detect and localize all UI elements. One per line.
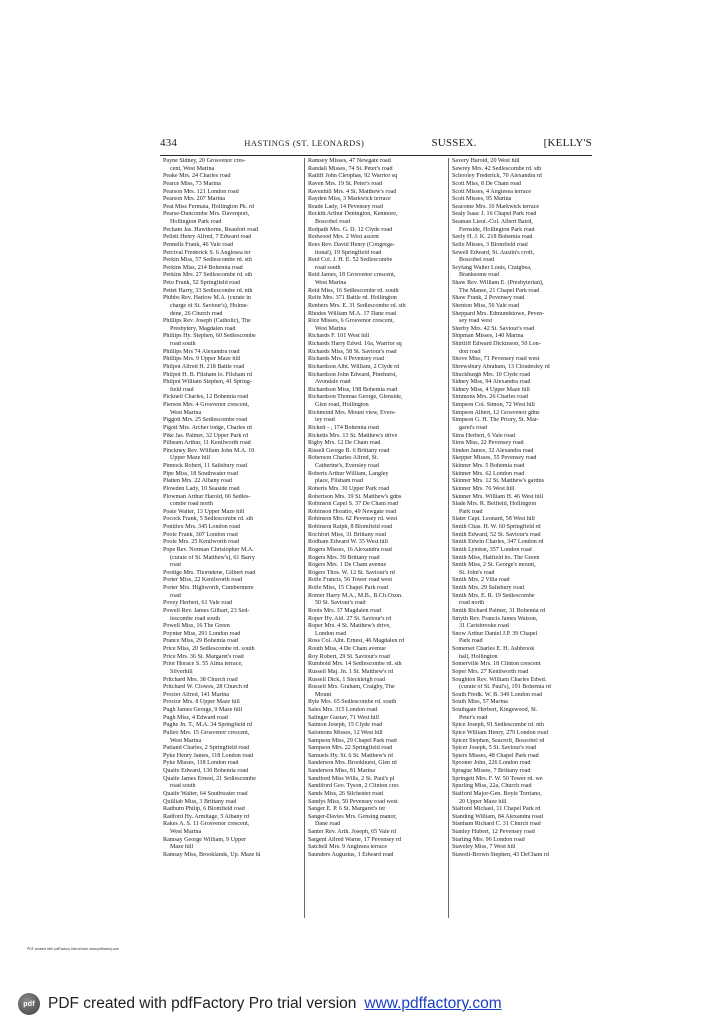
directory-entry-line: Skinner Mrs. 5 Bohemia road [452, 463, 525, 469]
directory-entry-line: Stawell-Brown Stephen, 43 DeCham rd [452, 851, 549, 858]
directory-entry-line: Philpot Alfred H. 218 Battle road [163, 363, 245, 370]
directory-entry-line: Pritchard Mrs. 38 Church road [163, 676, 238, 683]
directory-entry-line: Sims Miss, 22 Pevensey road [452, 440, 524, 447]
directory-entry-line: Phillips Rev. Joseph (Catholic), The [163, 318, 251, 325]
directory-entry-line: Richards Miss, 58 St. Saviour's road [308, 348, 397, 355]
directory-entry-line: place, Filsham road [315, 478, 363, 485]
directory-entry-line: Powell Miss, 16 The Green [163, 623, 230, 630]
directory-entry-line: Peto Frank, 52 Springfield road [163, 280, 241, 286]
directory-entry-line: Shrewsbury Abraham, 13 Cloudesley rd [452, 363, 550, 370]
directory-entry-line: Robinson Capel S. 37 De Cham road [308, 501, 399, 508]
directory-entry-line: Spice William Henry, 279 London road [452, 729, 549, 736]
directory-entry-line: Snow Arthur Daniel J.P. 39 Chapel [452, 630, 538, 637]
directory-entry-line: Peat Miss Fermaia, Hollington Pk. rd [163, 203, 254, 210]
directory-entry-line: Pinckney Rev. William John M.A. 10 [163, 447, 255, 454]
directory-entry-line: Price Mrs. 36 St. Margaret's road [163, 653, 244, 660]
directory-entry-line: Pope Rev. Norman Christopher M.A. [163, 546, 254, 553]
directory-entry-line: West Marina [315, 280, 347, 286]
header-left-title: HASTINGS (ST. LEONARDS) [244, 138, 365, 148]
directory-entry-line: Quaife Edward, 130 Bohemia road [163, 768, 249, 774]
directory-entry-line: Shove Miss, 71 Pevensey road west [452, 356, 540, 363]
directory-entry-line: West Marina [315, 325, 347, 332]
directory-entry-line: Reid James, 18 Grosvenor crescent, [308, 272, 396, 279]
directory-entry-line: Pipe Miss, 18 Southwater road [163, 470, 238, 477]
directory-entry-line: Powell Rev. James Gilbart, 23 Sed- [163, 607, 250, 614]
directory-entry-line: Pinnock Robert, 11 Salisbury road [163, 463, 247, 469]
directory-entry-line: Relfe Mrs. 371 Battle rd. Hollington [308, 295, 397, 302]
directory-entry-line: Ravenhill Mrs. 4 St. Matthew's road [308, 188, 397, 195]
directory-entry-line: Ratliff John Cleophas, 92 Warrior sq [308, 173, 398, 180]
directory-entry-line: Southgate Herbert, Kingswood, St. [452, 707, 538, 713]
creator-banner: PDF created with pdfFactory trial version www.pdffactory.com [27, 947, 120, 951]
directory-entry-line: combe road north [170, 501, 213, 508]
directory-entry-line: Perkins Miss, 214 Bohemia road [163, 264, 243, 271]
directory-entry-line: Rodham Edward W. 35 West hill [308, 539, 388, 546]
directory-entry-line: Pearson Mrs. 121 London road [163, 188, 239, 195]
directory-entry-line: Shuckburgh Mrs. 10 Clyde road [452, 371, 531, 378]
directory-entry-line: Smith Miss, Hatfield ho. The Green [452, 554, 540, 561]
directory-entry-line: Richmond Mrs. Mount view, Evers- [308, 409, 396, 416]
directory-entry-line: Roberts Mrs. 30 Upper Park road [308, 485, 390, 492]
directory-entry-line: Plowman Arthur Harold, 66 Sedles- [163, 493, 251, 500]
header-center-title: SUSSEX. [431, 137, 477, 149]
directory-entry-line: Staveley Miss, 7 West hill [452, 844, 516, 851]
directory-entry-line: Skinner Mrs. 76 West hill [452, 485, 515, 492]
directory-entry-line: Mount [315, 691, 332, 698]
directory-entry-line: Shipman Misses, 140 Marina [452, 333, 524, 340]
directory-entry-line: Roper Mrs. 4 St. Matthew's drive, [308, 623, 391, 630]
directory-entry-line: Seely H. J. K. 218 Bohemia road [452, 234, 533, 241]
directory-entry-line: Sampson Mrs. 22 Springfield road [308, 745, 393, 752]
directory-entry-line: Ross Col. Albt. Ernest, 46 Magdalen rd [308, 638, 404, 645]
directory-entry-line: road south [315, 264, 341, 271]
directory-entry-line: Sinden James, 32 Alexandra road [452, 447, 534, 454]
directory-entry-line: road south [170, 783, 196, 790]
directory-entry-line: Schooley Frederick, 70 Alexandra rd [452, 173, 542, 180]
directory-entry-line: sey road west [459, 318, 493, 325]
directory-entry-line: Porter Mrs. Highworth, Cumbermere [163, 585, 254, 591]
directory-entry-line: Dane road [315, 821, 341, 828]
directory-entry-line: Sanger-Davies Mrs. Gensing manor, [308, 813, 397, 820]
directory-entry-line: Sealy Isaac J. 16 Chapel Park road [452, 211, 537, 218]
directory-entry-line: Radburn Philip, 6 Blomfield road [163, 806, 245, 813]
directory-entry-line: hall, Hollington [459, 653, 498, 660]
directory-entry-line: Piggott Mrs. 25 Sedlescombe road [163, 417, 248, 424]
directory-entry-line: Pugh James George, 9 Maze hill [163, 707, 243, 713]
directory-entry-line: Pughe Jn. T., M.A. 34 Springfield rd [163, 722, 252, 729]
directory-entry-line: Pike Jas. Palmer, 32 Upper Park rd [163, 432, 249, 439]
directory-entry-line: Sanderson Miss, 81 Marina [308, 768, 376, 774]
directory-entry-line: Spice Joseph, 91 Sedlescombe rd. nth [452, 722, 544, 729]
directory-entry-line: Ricketts Mrs. 13 St. Matthew's drive [308, 432, 398, 439]
directory-entry-line: Procter Alfred, 141 Marina [163, 691, 229, 698]
directory-entry-line: 50 St. Saviour's road [315, 600, 366, 607]
directory-entry-line: Richardson Thomas George, Glenside, [308, 394, 403, 401]
directory-entry-line: Salinger Gustav, 71 West hill [308, 714, 379, 721]
directory-entry-line: road north [459, 600, 485, 607]
directory-entry-line: Pyke Misses, 118 London road [163, 760, 239, 767]
directory-entry-line: (curate of St. Matthew's), 61 Barry [170, 554, 255, 561]
directory-entry-line: tional), 19 Springfield road [315, 249, 382, 256]
directory-entry-line: Richardson John Edward, Pinehurst, [308, 371, 397, 378]
directory-entry-line: Roots Mrs. 37 Magdalen road [308, 607, 381, 614]
directory-entry-line: Shaw Rev. William E. (Presbyterian), [452, 280, 544, 286]
directory-entry-line: London road [315, 630, 347, 637]
header-rule [160, 155, 592, 156]
directory-entry-line: Seaman Lieut.-Col. Albert Baird, [452, 219, 533, 225]
directory-entry-line: cent, West Marina [170, 165, 215, 172]
directory-entry-line: Russell Maj. Jn. 1 St. Matthew's rd [308, 668, 394, 675]
directory-entry-line: Perkin Miss, 57 Sedlescombe rd. sth [163, 257, 252, 264]
directory-entry-line: Raven Mrs. 19 St. Peter's road [308, 180, 383, 187]
directory-entry-line: Reid Col. J. H. E. 52 Sedlescombe [308, 257, 393, 264]
directory-entry-line: Skinner Mrs. William H. 46 West hill [452, 493, 544, 500]
directory-entry-line: Skepper Misses, 55 Pevensey road [452, 455, 537, 462]
directory-entry-line: Stafford Michael, 11 Chapel Park rd [452, 806, 541, 813]
directory-entry-line: Randall Misses, 74 St. Peter's road [308, 165, 393, 172]
directory-entry-line: Redwood Mrs. 2 West ascent [308, 234, 379, 241]
directory-entry-line: Sawrey Mrs. 42 Sedlescombe rd. sth [452, 165, 542, 172]
header-right-title: [KELLY'S [543, 137, 592, 149]
directory-columns [160, 158, 592, 918]
directory-entry-line: Santer Rev. Arth. Joseph, 65 Vale rd [308, 829, 397, 835]
directory-entry-line: Catherine's, Eversley road [315, 463, 379, 469]
page-number: 434 [160, 137, 178, 149]
pdf-footer [18, 990, 502, 1018]
directory-entry-line: Scott Misses, 4 Anglesea terrace [452, 188, 532, 195]
directory-entry-line: Richards Mrs. 6 Pevensey road [308, 356, 384, 363]
directory-entry-line: Pellett Henry Alfred, 7 Edward road [163, 234, 252, 241]
directory-entry-line: Sanger E. P. 6 St. Margaret's ter [308, 806, 386, 813]
directory-entry-line: Sidney Miss, 94 Alexandra road [452, 379, 531, 386]
pdf-icon: pdf [18, 993, 40, 1015]
directory-entry-line: Shirtliff Edward Dickinson, 50 Lon- [452, 341, 541, 347]
directory-entry-line: Robertson Mrs. 19 St. Matthew's gdns [308, 493, 402, 500]
directory-entry-line: Sidney Miss, 4 Upper Maze hill [452, 386, 530, 393]
directory-entry-line: Platten Mrs. 22 Albany road [163, 478, 232, 485]
directory-entry-line: Skinner Mrs. 62 London road [452, 470, 525, 477]
directory-entry-line: Seacome Mrs. 10 Markwick terrace [452, 203, 540, 210]
directory-entry-line: Smith Edwin Charles, 347 London rd [452, 539, 544, 546]
directory-entry-line: Pilbeam Arthur, 11 Kenilworth road [163, 440, 251, 447]
directory-entry-line: Sampson Miss, 29 Chapel Park road [308, 737, 397, 744]
directory-column-1 [160, 158, 304, 918]
directory-entry-line: Sims Herbert, 6 Vale road [452, 432, 516, 439]
directory-entry-line: Phillips Mrs 74 Alexandra road [163, 348, 240, 355]
directory-entry-line: Proctor Mrs. 8 Upper Maze hill [163, 699, 240, 706]
directory-entry-line: Reckitt Arthur Denington, Kenmore, [308, 211, 398, 218]
footer-text: PDF created with pdfFactory Pro trial version [48, 995, 357, 1012]
directory-entry-line: Somerville Mrs. 18 Clinton crescent [452, 661, 541, 668]
directory-entry-line: Pordige Mrs. Thorndene, Gilbert road [163, 569, 256, 576]
directory-entry-line: Richardson Miss, 198 Bohemia road [308, 386, 398, 393]
directory-entry-line: Romer Harry M.A., M.B., B.Ch.Oxon. [308, 592, 403, 599]
directory-entry-line: Rigby Mrs. 12 De Cham road [308, 440, 381, 447]
directory-entry-line: Renbers Mrs. E. 31 Sedlescombe rd. sth [308, 302, 406, 309]
directory-entry-line: Pugh Miss, 4 Edward road [163, 714, 228, 721]
directory-entry-line: Saunders Augustus, 1 Edward road [308, 851, 394, 858]
directory-entry-line: Presbytery, Magdalen road [170, 325, 236, 332]
directory-entry-line: Robinson Mrs. 62 Pevensey rd. west [308, 516, 398, 523]
directory-entry-line: Sprague Misses, 7 Brittany road [452, 768, 531, 774]
directory-entry-line: Ryle Mrs. 65 Sedlescombe rd. south [308, 699, 397, 706]
directory-entry-line: West Marina [170, 737, 202, 744]
directory-entry-line: Maze hill [170, 844, 194, 851]
directory-entry-line: Poate Walter, 13 Upper Maze hill [163, 508, 245, 515]
directory-entry-line: Rogers Misses, 16 Alexandra road [308, 546, 392, 553]
directory-entry-line: Rhodes William M.A. 17 Dane road [308, 310, 397, 317]
directory-entry-line: Scott Misses, 95 Marina [452, 196, 512, 203]
directory-entry-line: Redpath Mrs. G. D. 12 Clyde road [308, 226, 393, 233]
directory-entry-line: ley road [315, 417, 335, 424]
directory-entry-line: garet's road [459, 424, 487, 431]
directory-entry-line: Perkins Mrs. 27 Sedlescombe rd. sth [163, 272, 253, 279]
directory-entry-line: Phibbs Rev. Harlow M.A. (curate in [163, 295, 251, 302]
directory-entry-line: Glen road, Hollington [315, 402, 369, 408]
directory-entry-line: Hollington Park road [170, 219, 222, 225]
directory-entry-line: Salmon Joseph, 15 Clyde road [308, 722, 383, 729]
directory-entry-line: road south [170, 341, 196, 347]
directory-entry-line: Smyth Rev. Francis James Watson, [452, 615, 538, 622]
directory-entry-line: Poole Mrs. 25 Kenilworth road [163, 539, 239, 546]
directory-entry-line: Routh Miss, 4 De Cham avenue [308, 646, 386, 652]
directory-entry-line: Quaife James Ernest, 21 Sedlescombe [163, 775, 256, 782]
directory-entry-line: West Marina [170, 829, 202, 835]
directory-entry-line: Spiers Misses, 48 Chapel Park road [452, 752, 539, 759]
directory-entry-line: Rickett - , 174 Bohemia road [308, 424, 379, 431]
directory-entry-line: Radford Hy. Armitage, 5 Albany rd [163, 813, 250, 820]
directory-entry-line: Roy Robert, 29 St. Saviour's road [308, 653, 390, 660]
directory-entry-line: Boscobel road [315, 219, 351, 225]
directory-entry-line: Smith Mrs. 29 Salisbury road [452, 585, 524, 591]
directory-entry-line: The Manse, 21 Chapel Park road [459, 287, 540, 294]
directory-entry-line: Picknell Charles, 12 Bohemia road [163, 394, 249, 401]
directory-entry-line: Spooner John, 226 London road [452, 760, 531, 767]
directory-entry-line: Avondale road [315, 379, 351, 386]
directory-entry-line: Putland Charles, 2 Springfield road [163, 745, 250, 752]
directory-entry-line: Branksome road [459, 272, 500, 279]
directory-entry-line: Sandford Miss Wills, 2 St. Paul's pl [308, 775, 395, 782]
directory-entry-line: Silverhill [170, 668, 193, 675]
directory-entry-line: Rochfort Miss, 31 Brittany road [308, 531, 387, 538]
directory-entry-line: Phillips Mrs. 9 Upper Maze hill [163, 356, 241, 363]
directory-entry-line: Povey Herbert, 61 Vale road [163, 600, 233, 607]
directory-entry-line: road [170, 592, 181, 599]
directory-entry-line: field road [170, 386, 194, 393]
directory-entry-line: Phillips Hy. Stephen, 60 Sedlescombe [163, 333, 256, 340]
directory-entry-line: Smith Lyndon, 357 London road [452, 546, 532, 553]
directory-entry-line: Spicer Joseph, 5 St. Saviour's road [452, 745, 537, 752]
directory-entry-line: Rayden Miss, 3 Markwick terrace [308, 196, 391, 203]
directory-entry-line: Shenton Miss, 56 Vale road [452, 302, 520, 309]
directory-entry-line: Slater Capt. Leonard, 58 West hill [452, 516, 535, 523]
directory-entry-line: Russell Dick, 1 Steckleigh road [308, 676, 386, 683]
directory-entry-line: Prior Horace S. 55 Alma terrace, [163, 661, 243, 668]
directory-entry-line: Pyke Henry James, 118 London road [163, 752, 254, 759]
directory-entry-line: Smith Mrs. E. R. 19 Sedlescombe [452, 592, 535, 599]
directory-entry-line: Poole Frank, 307 London road [163, 531, 238, 538]
directory-entry-line: Percival Frederick S. 6 Anglesea ter [163, 249, 251, 256]
directory-entry-line: Russell Mrs. Graham, Craigby, The [308, 684, 395, 691]
directory-entry-line: Stafford Major-Gen. Boyle Torriano, [452, 790, 542, 797]
directory-entry-line: Plowden Lady, 10 Seaside road [163, 485, 240, 492]
directory-entry-line: Savery Harold, 20 West hill [452, 158, 520, 164]
directory-entry-line: Samuels Hy. St. 6 St. Matthew's rd [308, 752, 393, 759]
directory-entry-line: Seyfang Walter Louis, Craigbea, [452, 264, 532, 271]
directory-entry-line: Rogers Mrs. 39 Brittany road [308, 554, 380, 561]
directory-entry-line: Rice Misses, 6 Grosvenor crescent, [308, 318, 394, 325]
directory-entry-line: (curate of St. Paul's), 191 Bohemia rd [459, 684, 551, 691]
directory-entry-line: Sanderson Mrs. Brookhurst, Glen rd [308, 760, 397, 767]
directory-entry-line: Sands Miss, 26 Silchester road [308, 790, 383, 797]
directory-entry-line: Sewell Edward, St. Austin's croft, [452, 249, 535, 256]
directory-entry-line: Fernside, Hollington Park road [459, 226, 535, 233]
directory-entry-line: Stanley Hubert, 12 Pevensey road [452, 829, 535, 835]
directory-entry-line: St. John's road [459, 569, 495, 576]
directory-entry-line: South Miss, 57 Marina [452, 699, 508, 706]
directory-entry-line: Rakes A. S. 11 Grosvenor crescent, [163, 821, 250, 828]
directory-entry-line: Richardson Albt. William, 2 Clyde rd [308, 363, 400, 370]
directory-entry-line: Satchell Mrs. 9 Anglesea terrace [308, 844, 388, 851]
directory-entry-line: Porter Miss, 22 Kenilworth road [163, 577, 243, 584]
directory-entry-line: Upper Maze hill [170, 455, 210, 462]
directory-entry-line: Ramsay George William, 9 Upper [163, 836, 246, 843]
directory-entry-line: Quilliab Miss, 3 Brittany road [163, 798, 237, 805]
directory-entry-line: South Fredk. W. B. 349 London road [452, 691, 543, 698]
directory-entry-line: Boscobel road [459, 257, 495, 264]
directory-entry-line: Starling Mrs. 96 London road [452, 836, 525, 843]
directory-entry-line: Spicer Stephen, Seacroft, Boscobel rd [452, 737, 545, 744]
directory-entry-line: Pritchard W. Clowes, 28 Church rd [163, 684, 249, 691]
directory-entry-line: Spurling Miss, 22a, Church road [452, 783, 532, 790]
directory-entry-line: Payne Sidney, 20 Grosvenor cres- [163, 158, 246, 164]
directory-entry-line: Smith Miss, 2 St. George's mount, [452, 562, 536, 569]
directory-entry-line: Springett Mrs. F. W. 50 Tower rd. we [452, 775, 543, 782]
directory-entry-line: Park road [459, 638, 483, 645]
directory-entry-line: Simpson Col. Simon, 72 West hill [452, 402, 535, 408]
directory-entry-line: Rolfe Miss, 15 Chapel Park road [308, 585, 388, 591]
directory-entry-line: Peter's road [459, 714, 488, 721]
directory-entry-line: Sargent Alfred Warne, 17 Pevensey rd [308, 836, 402, 843]
directory-entry-line: Sherby Mrs. 42 St. Saviour's road [452, 325, 535, 332]
directory-entry-line: Soper Mrs. 27 Kenilworth road [452, 668, 529, 675]
directory-entry-line: Rogers Thos. W. 12 St. Saviour's rd [308, 569, 395, 576]
directory-entry-line: Pearson Mrs. 207 Marina [163, 196, 225, 203]
directory-entry-line: Pierson Mrs. 4 Grosvenor crescent, [163, 402, 249, 408]
directory-entry-line: Simpson Albert, 12 Grosvenor gdns [452, 409, 540, 416]
directory-entry-line: dene, 26 Church road [170, 310, 223, 317]
directory-entry-line: Smith Chas. H. W. 60 Springfield rd [452, 524, 541, 530]
directory-entry-line: Simmons Mrs. 26 Charles road [452, 394, 528, 401]
directory-entry-line: Price Miss, 20 Sedlescombe rd. south [163, 646, 255, 652]
directory-entry-line: Sales Mrs. 315 London road [308, 707, 378, 713]
directory-entry-line: Roberson Charles Alfred, St. [308, 455, 379, 462]
directory-entry-line: Rees Rev. David Henry (Congrega- [308, 241, 395, 248]
directory-entry-line: 31 Carisbrooke road [459, 623, 509, 630]
directory-entry-line: Ramsey Misses, 47 Newgate road [308, 158, 391, 164]
directory-entry-line: don road [459, 348, 481, 355]
directory-entry-line: Pecham Jas. Hawthorne, Beaufort road [163, 226, 259, 233]
directory-entry-line: Stanham Richard C. 31 Church road [452, 821, 541, 828]
directory-entry-line: Smith Richard Palmer, 31 Bohemia rd [452, 607, 546, 614]
directory-entry-line: Pulleo Mrs. 15 Grosvenor crescent, [163, 729, 250, 736]
directory-entry-line: Sandiford Geo. Tyson, 2 Clinton cres [308, 783, 399, 790]
directory-entry-line: charge of St. Saviour's), Holme- [170, 302, 249, 309]
directory-entry-line: Simpson G. H. The Priory, St. Mar- [452, 417, 539, 424]
directory-entry-line: Robinson Ralph, 8 Blomfield road [308, 524, 393, 530]
directory-entry-line: 20 Upper Maze hill [459, 798, 507, 805]
directory-entry-line: lescombe road south [170, 615, 221, 622]
directory-entry-line: Shaw Frank, 2 Pevensey road [452, 295, 525, 302]
directory-entry-line: Rolfe Francis, 56 Tower road west [308, 577, 393, 584]
page-header [160, 137, 592, 153]
directory-entry-line: Standing William, 84 Alexandra road [452, 813, 543, 820]
directory-entry-line: Park road [459, 508, 483, 515]
directory-entry-line: Ramsay Miss, Brooklands, Up. Maze hl [163, 851, 261, 858]
directory-entry-line: Reid Miss, 16 Sedlescombe rd. south [308, 287, 399, 294]
directory-entry-line: Rumbold Mrs. 14 Sedlescombe rd. sth [308, 661, 402, 668]
directory-entry-line: Smith Edward, 52 St. Saviour's road [452, 531, 541, 538]
directory-entry-line: Reade Lady, 14 Pevensey road [308, 203, 383, 210]
directory-entry-line: Pocock Frank, 5 Sedlescombe rd. sth [163, 516, 254, 523]
directory-entry-line: Roper Hy. Ald. 27 St. Saviour's rd [308, 615, 392, 622]
directory-entry-line: Somerset Charles E. H. Ashbrook [452, 646, 535, 652]
directory-entry-line: Scott Miss, 8 De Cham road [452, 180, 522, 187]
directory-entry-line: Pearce Miss, 73 Marina [163, 180, 221, 187]
directory-entry-line: Richards F. 101 West hill [308, 333, 370, 340]
directory-entry-line: Salomons Misses, 12 West hill [308, 729, 383, 736]
directory-entry-line: Philpot William Stephen, 41 Spring- [163, 379, 252, 386]
directory-entry-line: Prance Miss, 29 Bohemia road [163, 638, 238, 645]
directory-entry-line: Pennells Frank, 46 Vale road [163, 241, 234, 248]
directory-entry-line: Skinner Mrs. 12 St. Matthew's gardns [452, 478, 544, 485]
directory-entry-line: Philpot H. B. Filsham lo. Filsham rd [163, 371, 252, 378]
directory-entry-line: Pettet Harry, 33 Sedlescombe rd. nth [163, 287, 253, 294]
directory-entry-line: road [170, 562, 181, 569]
directory-entry-line: Roberts Arthur William, Langley [308, 470, 389, 477]
directory-entry-line: Poynter Miss, 291 London road [163, 630, 241, 637]
directory-entry-line: Rissell George B. 6 Brittany road [308, 447, 390, 454]
directory-entry-line: Pearse-Duncombe Mrs. Davenport, [163, 211, 250, 218]
directory-column-3 [448, 158, 592, 918]
directory-entry-line: Sandys Miss, 50 Pevensey road west [308, 798, 398, 805]
directory-entry-line: Pontifex Mrs. 345 London road [163, 524, 241, 530]
directory-entry-line: West Marina [170, 409, 202, 416]
directory-entry-line: Pigott Mrs. Archer lodge, Charles rd [163, 424, 252, 431]
directory-entry-line: Robinson Horatio, 49 Newgate road [308, 508, 397, 515]
directory-entry-line: Quaife Walter, 64 Southwater road [163, 790, 248, 797]
directory-entry-line: Soughton Rev. William Charles Edwd. [452, 676, 547, 683]
directory-entry-line: Smith Mrs. 2 Villa road [452, 577, 510, 584]
directory-entry-line: Rogers Mrs. 1 De Cham avenue [308, 562, 387, 569]
directory-column-2 [304, 158, 448, 918]
directory-entry-line: Peake Mrs. 24 Charles road [163, 173, 231, 180]
directory-entry-line: Sheppard Mrs. Edmundstowe, Peven- [452, 310, 545, 317]
directory-entry-line: Richards Harry Edwd. 16a, Warrior sq [308, 341, 402, 347]
directory-entry-line: Selfe Misses, 3 Blomfield road [452, 241, 528, 248]
directory-entry-line: Slade Mrs. R. Belfield, Hollington [452, 501, 537, 508]
pdffactory-link[interactable]: www.pdffactory.com [364, 995, 502, 1012]
